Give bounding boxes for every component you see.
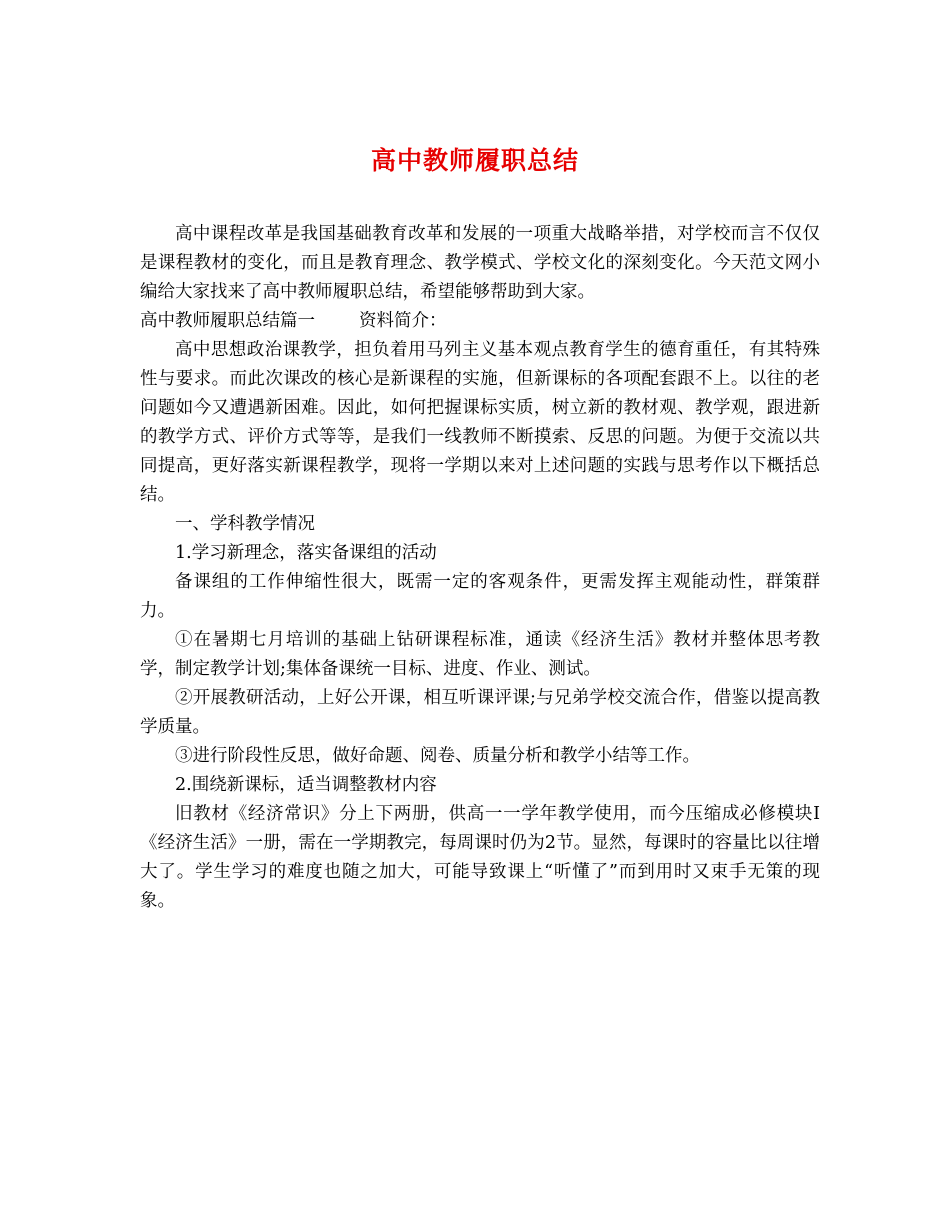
list-item-3: ③进行阶段性反思，做好命题、阅卷、质量分析和教学小结等工作。 [175, 746, 700, 766]
subheading-adjust-content: 2.围绕新课标，适当调整教材内容 [175, 775, 437, 795]
document-title: 高中教师履职总结 [370, 146, 579, 175]
list-item-1: ①在暑期七月培训的基础上钻研课程标准，通读《经济生活》教材并整体思考教学，制定教学计划;集体备课统一目标、进度、作业、测试。 [140, 630, 820, 679]
section-title-line [140, 307, 820, 336]
heading-teaching-situation: 一、学科教学情况 [175, 514, 315, 534]
summary-paragraph: 高中思想政治课教学，担负着用马列主义基本观点教育学生的德育重任，有其特殊性与要求。而此次课改的核心是新课程的实施，但新课标的各项配套跟不上。以往的老问题如今又遭遇新困难。因此，如何把握课标实质，树立新的教材观、教学观，跟进新的教学方式、评价方式等等，是我们一线教师不断摸索、反思的问题。为便于交流以共同提高，更好落实新课程教学，现将一学期以来对上述问题的实践与思考作以下概括总结。 [140, 340, 820, 505]
section-title: 高中教师履职总结篇一 [140, 311, 315, 331]
document-body [140, 220, 820, 916]
subheading-new-concepts: 1.学习新理念，落实备课组的活动 [175, 543, 437, 563]
section-subtitle: 资料简介： [359, 311, 447, 331]
textbook-paragraph: 旧教材《经济常识》分上下两册，供高一一学年教学使用，而今压缩成必修模块Ⅰ《经济生活》一册，需在一学期教完，每周课时仍为2节。显然，每课时的容量比以往增大了。学生学习的难度也随之加大，可能导致课上“听懂了”而到用时又束手无策的现象。 [140, 804, 820, 911]
list-item-2: ②开展教研活动，上好公开课，相互听课评课;与兄弟学校交流合作，借鉴以提高教学质量。 [140, 688, 820, 737]
intro-paragraph: 高中课程改革是我国基础教育改革和发展的一项重大战略举措，对学校而言不仅仅是课程教材的变化，而且是教育理念、教学模式、学校文化的深刻变化。今天范文网小编给大家找来了高中教师履职总结，希望能够帮助到大家。 [140, 224, 820, 302]
prep-group-paragraph: 备课组的工作伸缩性很大，既需一定的客观条件，更需发挥主观能动性，群策群力。 [140, 572, 820, 621]
